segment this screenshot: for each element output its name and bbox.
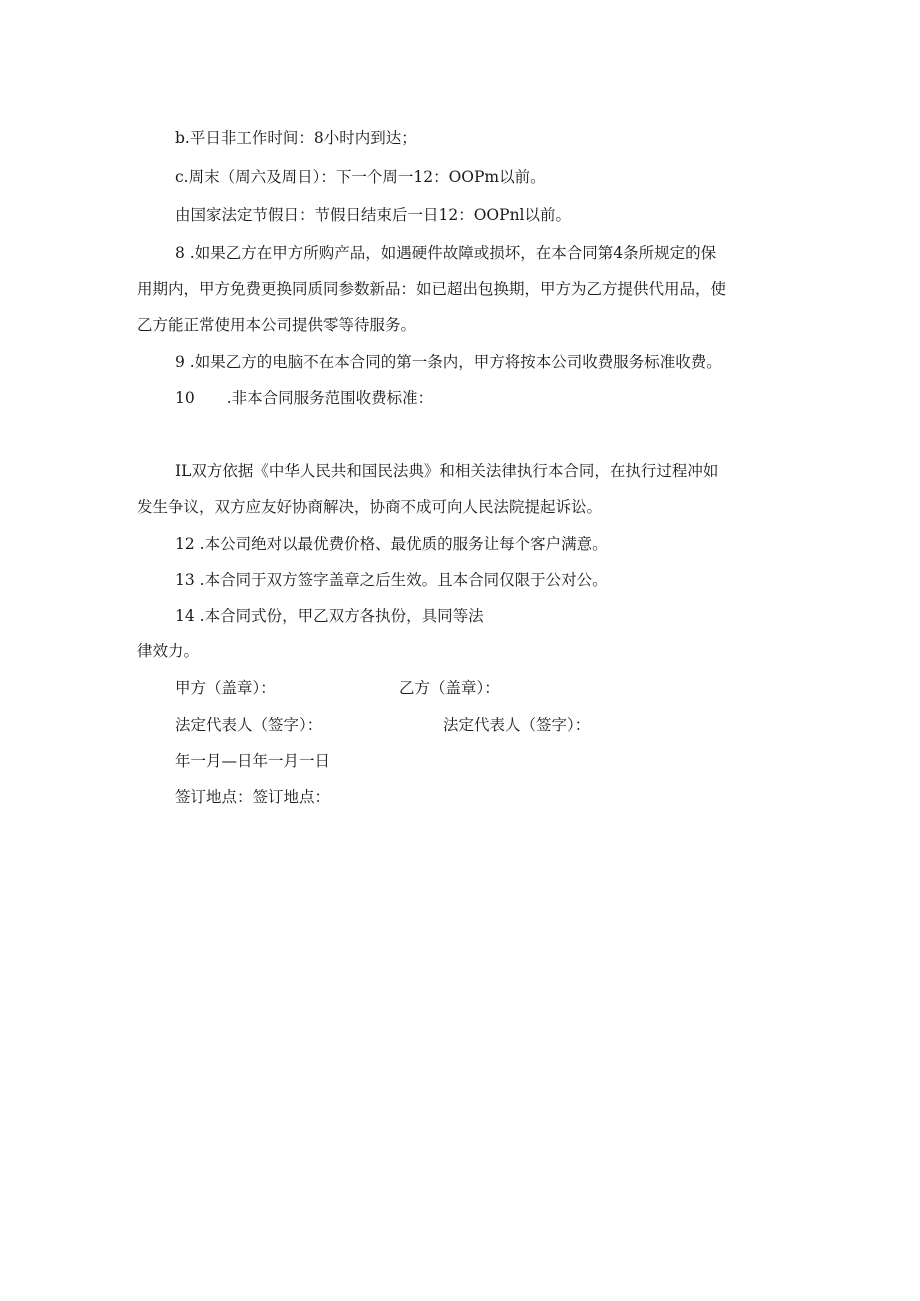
item-10 — [175, 387, 433, 409]
clause-holiday: 由国家法定节假日：节假日结束后一日12：OOPnl以前。 — [175, 206, 572, 224]
item-10-number: 10 — [175, 389, 195, 407]
item-13: 13 .本合同于双方签字盖章之后生效。且本合同仅限于公对公。 — [175, 571, 608, 589]
item-11-line-2: 发生争议，双方应友好协商解决，协商不成可向人民法院提起诉讼。 — [137, 498, 603, 516]
item-8-line-2: 用期内，甲方免费更换同质同参数新品：如已超出包换期，甲方为乙方提供代用品，使 — [137, 280, 727, 298]
item-10-text: .非本合同服务范围收费标准： — [226, 389, 434, 407]
clause-c-weekend: c.周末（周六及周日）：下一个周一12：OOPm以前。 — [175, 168, 546, 186]
signing-dates: 年一月—日年一月一日 — [175, 752, 331, 770]
item-12: 12 .本公司绝对以最优费价格、最优质的服务让每个客户满意。 — [175, 535, 608, 553]
item-8-line-3: 乙方能正常使用本公司提供零等待服务。 — [137, 316, 417, 334]
item-11-line-1: IL双方依据《中华人民共和国民法典》和相关法律执行本合同，在执行过程冲如 — [175, 462, 719, 480]
party-a-rep-label: 法定代表人（签字）： — [175, 716, 323, 734]
item-14-line-2: 律效力。 — [137, 642, 200, 660]
party-b-seal-label: 乙方（盖章）： — [399, 679, 500, 697]
clause-b-weekday-offhours: b.平日非工作时间：8小时内到达； — [175, 129, 417, 147]
item-9: 9 .如果乙方的电脑不在本合同的第一条内，甲方将按本公司收费服务标准收费。 — [175, 353, 722, 371]
party-a-seal-label: 甲方（盖章）： — [175, 679, 276, 697]
signing-place: 签订地点：签订地点： — [175, 788, 331, 806]
item-8-line-1: 8 .如果乙方在甲方所购产品，如遇硬件故障或损坏，在本合同第4条所规定的保 — [175, 244, 717, 262]
item-14-line-1: 14 .本合同式份，甲乙双方各执份，具同等法 — [175, 607, 484, 625]
party-b-rep-label: 法定代表人（签字）： — [443, 716, 591, 734]
